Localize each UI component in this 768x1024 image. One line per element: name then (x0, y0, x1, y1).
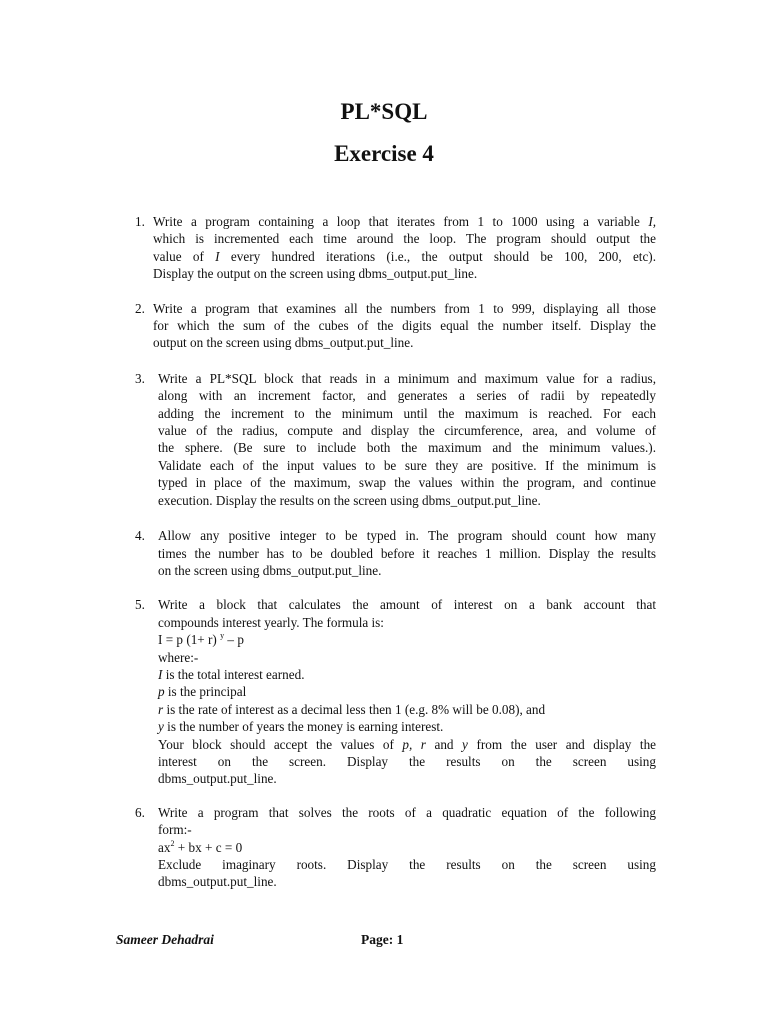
exercise-text: dbms_output.put_line. (158, 874, 277, 890)
exercise-text: compounds interest yearly. The formula is: (158, 614, 384, 630)
exercise-text: Write a program that examines all the numbers from 1 to 999, displaying all those (153, 300, 656, 316)
formula: I = p (1+ r) $^y$ – p (158, 631, 244, 648)
exercise-text: on the screen using dbms_output.put_line. (158, 562, 382, 578)
exercise-item-1 (126, 213, 656, 283)
exercise-number: 3. (135, 370, 145, 386)
variable-name: r (158, 701, 164, 717)
exercise-text: execution. Display the results on the screen using dbms_output.put_line. (158, 492, 541, 508)
variable-name: y (158, 719, 164, 735)
exercise-text: Write a program that solves the roots of a quadratic equation of the following (158, 804, 656, 820)
exercise-text: Display the output on the screen using dbms_output.put_line. (153, 266, 478, 282)
footer-page-number: Page: 1 (361, 932, 404, 947)
exercise-text: interest on the screen. Display the results on the screen using (158, 753, 656, 769)
exercise-item-4 (126, 527, 656, 579)
variable-name: I (158, 666, 163, 682)
exercise-item-5 (126, 596, 656, 787)
exercise-item-2 (126, 300, 656, 352)
exercise-text: the sphere. (Be sure to include both the maximum and the minimum values.). (158, 440, 656, 456)
exercise-list (126, 213, 656, 891)
exercise-number: 5. (135, 597, 145, 613)
variable-name: y (462, 736, 468, 752)
exercise-text: value of (153, 248, 204, 264)
exercise-text: Exclude imaginary roots. Display the results on the screen using (158, 857, 656, 872)
exercise-text: Write a block that calculates the amount of interest on a bank account that (158, 597, 656, 613)
exercise-item-6 (126, 804, 656, 891)
exercise-text: along with an increment factor, and generates a series of radii by repeatedly (158, 388, 656, 404)
exercise-text: Write a PL*SQL block that reads in a minimum and maximum value for a radius, (158, 370, 656, 386)
document-title: PL*SQL (340, 99, 428, 124)
exercise-number: 2. (135, 300, 145, 316)
exercise-text: typed in place of the maximum, swap the values within the program, and continue (158, 475, 656, 491)
exercise-text: adding the increment to the minimum until the maximum is reached. For each (158, 405, 656, 421)
exercise-text: which is incremented each time around the loop. The program should output the (153, 231, 656, 247)
exercise-text: is the rate of interest as a decimal less then 1 (e.g. 8% will be 0.08), and (163, 701, 546, 717)
exercise-text: where:- (158, 649, 199, 665)
exercise-text: every hundred iterations (i.e., the output should be 100, 200, etc). (230, 248, 656, 264)
variable-name: p, r (402, 736, 426, 752)
exercise-text: Allow any positive integer to be typed in. The program should count how many (158, 528, 656, 544)
exercise-text: Validate each of the input values to be sure they are positive. If the minimum is (158, 457, 656, 473)
exercise-text: dbms_output.put_line. (158, 771, 277, 787)
exercise-text: and (434, 736, 454, 752)
document-subtitle: Exercise 4 (334, 141, 434, 166)
exercise-text: Your block should accept the values of (158, 736, 394, 752)
exercise-text: output on the screen using dbms_output.put_line. (153, 335, 414, 351)
exercise-number: 4. (135, 528, 145, 544)
variable-name: p (158, 684, 165, 700)
exercise-number: 1. (135, 214, 145, 229)
exercise-text: times the number has to be doubled before it reaches 1 million. Display the results (158, 545, 656, 561)
exercise-text: value of the radius, compute and display the circumference, area, and volume of (158, 423, 656, 439)
exercise-item-3 (126, 370, 656, 509)
exercise-text: from the user and display the (476, 736, 657, 752)
exercise-text: is the number of years the money is earning interest. (163, 719, 444, 735)
exercise-text: Write a program containing a loop that iterates from 1 to 1000 using a variable (153, 214, 640, 229)
footer-author: Sameer Dehadrai (116, 932, 214, 947)
exercise-text: form:- (158, 822, 192, 838)
exercise-text: is the total interest earned. (162, 666, 305, 682)
exercise-text: I, (648, 214, 657, 229)
exercise-text: is the principal (164, 684, 247, 700)
formula: $ax^2$ + bx + c = 0 (158, 838, 243, 855)
exercise-number: 6. (135, 804, 145, 820)
exercise-text: for which the sum of the cubes of the digits equal the number itself. Display the (153, 318, 656, 334)
exercise-text: I (215, 248, 220, 264)
